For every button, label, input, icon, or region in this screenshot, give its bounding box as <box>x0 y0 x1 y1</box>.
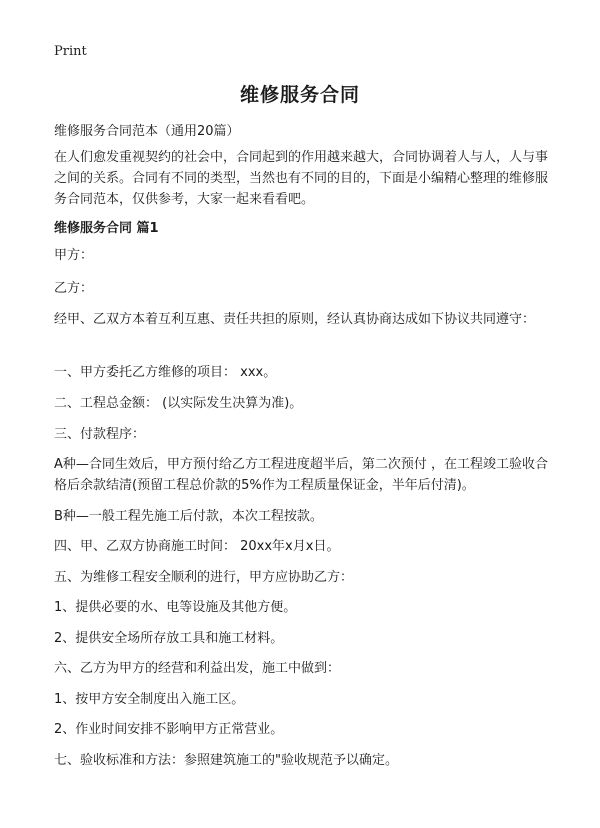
document-title: 维修服务合同 <box>239 84 360 106</box>
clause-party-b: 乙方： <box>54 281 94 296</box>
clause-party-a-assist: 五、为维修工程安全顺利的进行，甲方应协助乙方： <box>54 570 354 585</box>
document-subtitle: 维修服务合同范本（通用20篇） <box>54 124 240 139</box>
clause-construction-time: 四、甲、乙双方协商施工时间： 20xx年x月x日。 <box>54 539 340 554</box>
clause-assist-item-2: 2、提供安全场所存放工具和施工材料。 <box>54 631 284 646</box>
intro-paragraph: 在人们愈发重视契约的社会中，合同起到的作用越来越大，合同协调着人与人，人与事之间的关系。合同有不同的类型，当然也有不同的目的，下面是小编精心整理的维修服务合同范本，仅供参考，大家一起来看看吧。 <box>54 150 549 207</box>
clause-payment-procedure: 三、付款程序： <box>54 427 146 442</box>
section-heading: 维修服务合同 篇1 <box>54 221 159 236</box>
clause-party-a: 甲方： <box>54 248 94 263</box>
clause-repair-item: 一、甲方委托乙方维修的项目： xxx。 <box>54 365 277 380</box>
clause-duty-item-1: 1、按甲方安全制度出入施工区。 <box>54 692 245 707</box>
print-link[interactable]: Print <box>54 44 87 59</box>
clause-agreement: 经甲、乙双方本着互利互惠、责任共担的原则，经认真协商达成如下协议共同遵守： <box>54 312 536 327</box>
clause-total-amount: 二、工程总金额： (以实际发生决算为准)。 <box>54 396 303 411</box>
clause-payment-option-a: A种—合同生效后，甲方预付给乙方工程进度超半后，第二次预付 ，在工程竣工验收合格后余款结清(预留工程总价款的5%作为工程质量保证金，半年后付清)。 <box>54 457 549 493</box>
clause-assist-item-1: 1、提供必要的水、电等设施及其他方便。 <box>54 600 297 615</box>
clause-acceptance-standard: 七、验收标准和方法：参照建筑施工的"验收规范予以确定。 <box>54 753 398 768</box>
clause-party-b-duties: 六、乙方为甲方的经营和利益出发，施工中做到： <box>54 661 341 676</box>
clause-payment-option-b: B种—一般工程先施工后付款，本次工程按款。 <box>54 509 323 524</box>
clause-duty-item-2: 2、作业时间安排不影响甲方正常营业。 <box>54 722 284 737</box>
